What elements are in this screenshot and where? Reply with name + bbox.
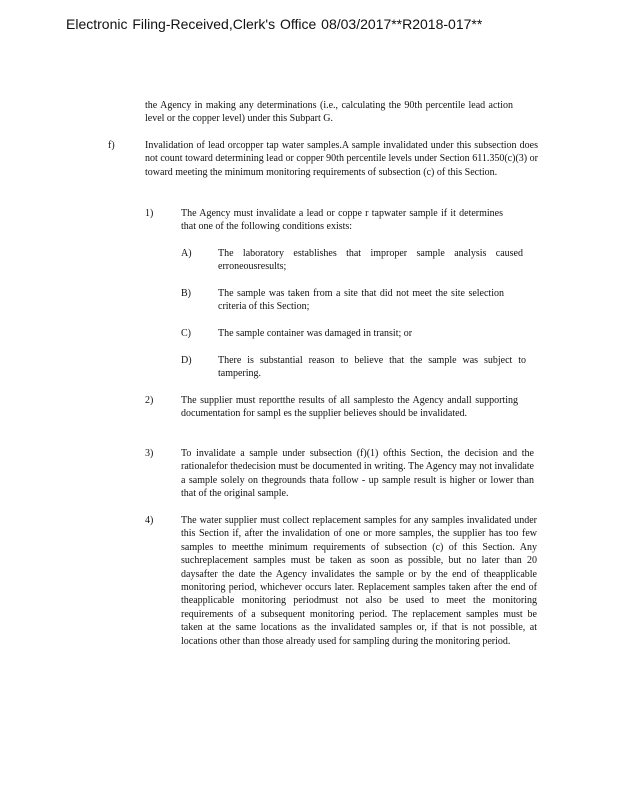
item-2-label: 2) <box>145 395 154 406</box>
item-1b-paragraph: The sample was taken from a site that did not meet the site selection criteria of this Section; <box>218 288 504 313</box>
item-1a-paragraph: The laboratory establishes that improper sample analysis caused erroneousresults; <box>218 248 523 273</box>
item-1a-label: A) <box>181 248 192 259</box>
item-3-paragraph: To invalidate a sample under subsection (f)(1) ofthis Section, the decision and the rationalefor thedecision must be documented in writing. The Agency may not invalidate a sample solely on thegrounds thata follow - up sample result is higher or lower than that of the original sample. <box>181 448 534 500</box>
item-2-paragraph: The supplier must reportthe results of all samplesto the Agency andall supporting documentation for sampl es the supplier believes should be invalidated. <box>181 395 518 420</box>
item-1-label: 1) <box>145 208 154 219</box>
item-1-paragraph: The Agency must invalidate a lead or coppe r tapwater sample if it determines that one of the following conditions exists: <box>181 208 503 233</box>
item-1c-paragraph: The sample container was damaged in transit; or <box>218 328 413 339</box>
intro-paragraph: the Agency in making any determinations (i.e., calculating the 90th percentile lead action level or the copper level) under this Subpart G. <box>145 100 513 125</box>
item-1d-label: D) <box>181 355 192 366</box>
item-3-label: 3) <box>145 448 154 459</box>
item-4-label: 4) <box>145 515 154 526</box>
item-1c-label: C) <box>181 328 191 339</box>
item-1b-label: B) <box>181 288 191 299</box>
section-f-paragraph: Invalidation of lead orcopper tap water samples.A sample invalidated under this subsection does not count toward determining lead or copper 90th percentile levels under Section 611.350(c)(3) or toward meeting the minimum monitoring requirements of subsection (c) of this Section. <box>145 140 538 178</box>
item-1d-paragraph: There is substantial reason to believe that the sample was subject to tampering. <box>218 355 526 380</box>
section-f-label: f) <box>108 140 115 151</box>
item-4-paragraph: The water supplier must collect replacement samples for any samples invalidated under this Section if, after the invalidation of one or more samples, the supplier has too few samples to meetthe minimum requirements of subsection (c) of this Section. Any suchreplacement samples must be taken as soon as possible, but no later than 20 daysafter the date the Agency invalidates the sample or by the end of theapplicable monitoring period, whichever occurs later. Replacement samples taken after the end of theapplicable monitoring periodmust not also be used to meet the monitoring requirements of a subsequent monitoring period. The replacement samples must be taken at the same locations as the invalidated samples or, if that is not possible, at locations other than those already used for sampling during the monitoring period. <box>181 515 537 647</box>
filing-header: Electronic Filing-Received,Clerk's Office 08/03/2017**R2018-017** <box>66 16 483 32</box>
